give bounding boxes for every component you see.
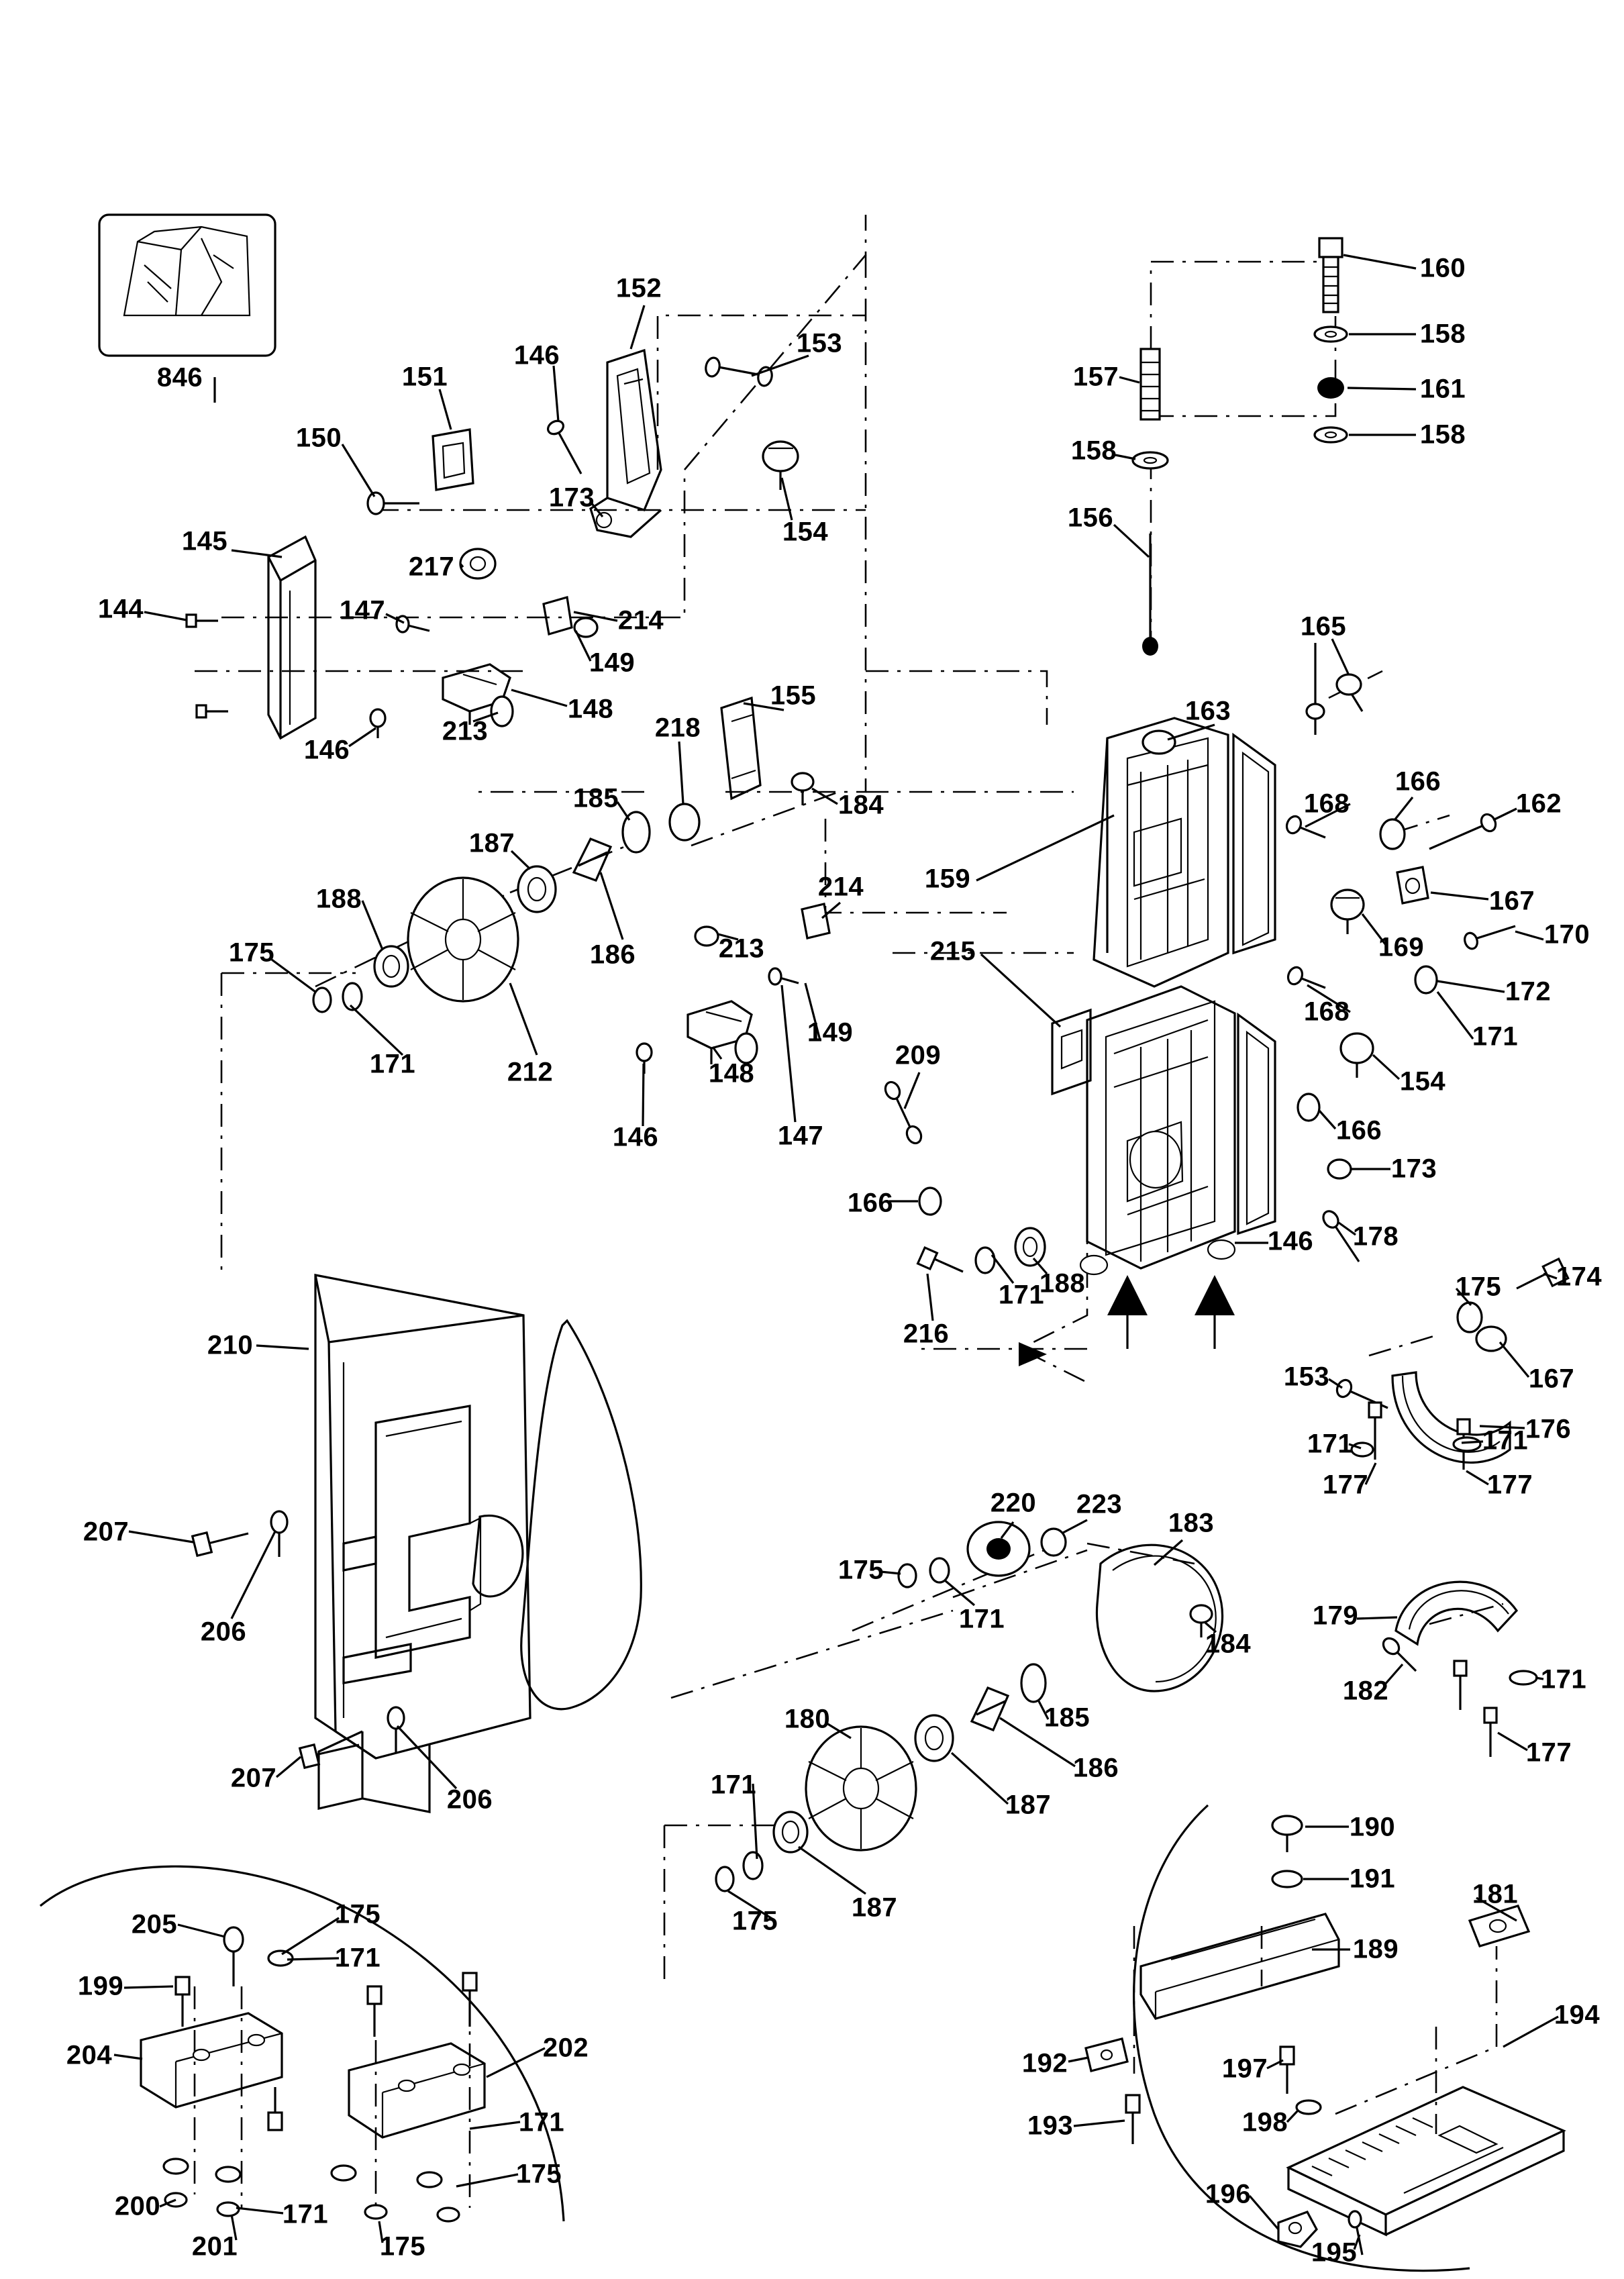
callout-number-186: 186 bbox=[1072, 1753, 1119, 1783]
callout-number-200: 200 bbox=[114, 2191, 161, 2221]
callout-number-146: 146 bbox=[303, 735, 350, 765]
callout-number-171: 171 bbox=[1307, 1429, 1354, 1459]
callout-number-166: 166 bbox=[847, 1188, 894, 1218]
callout-number-210: 210 bbox=[207, 1330, 254, 1360]
callout-number-160: 160 bbox=[1419, 253, 1466, 283]
callout-number-220: 220 bbox=[990, 1488, 1037, 1518]
callout-number-171: 171 bbox=[518, 2107, 565, 2137]
callout-number-167: 167 bbox=[1528, 1364, 1575, 1394]
callout-number-168: 168 bbox=[1303, 997, 1350, 1027]
callout-number-179: 179 bbox=[1312, 1601, 1359, 1631]
callout-number-148: 148 bbox=[567, 694, 614, 724]
callout-number-171: 171 bbox=[958, 1604, 1005, 1634]
callout-number-171: 171 bbox=[710, 1770, 757, 1800]
lower-left-fence-parts bbox=[40, 1866, 564, 2221]
callout-number-207: 207 bbox=[230, 1763, 277, 1793]
callout-number-171: 171 bbox=[998, 1280, 1045, 1310]
callout-number-206: 206 bbox=[446, 1784, 493, 1815]
callout-number-153: 153 bbox=[1283, 1362, 1330, 1392]
callout-number-151: 151 bbox=[401, 362, 448, 392]
callout-number-161: 161 bbox=[1419, 374, 1466, 404]
callout-number-169: 169 bbox=[1378, 932, 1425, 962]
callout-number-177: 177 bbox=[1525, 1737, 1572, 1768]
callout-number-202: 202 bbox=[542, 2033, 589, 2063]
callout-number-158: 158 bbox=[1070, 436, 1117, 466]
callout-number-171: 171 bbox=[1472, 1021, 1519, 1052]
callout-number-174: 174 bbox=[1556, 1262, 1603, 1292]
callout-number-156: 156 bbox=[1067, 503, 1114, 533]
callout-number-199: 199 bbox=[77, 1971, 124, 2001]
callout-number-175: 175 bbox=[334, 1899, 381, 1929]
callout-number-193: 193 bbox=[1027, 2111, 1074, 2141]
callout-number-165: 165 bbox=[1300, 611, 1347, 642]
callout-number-209: 209 bbox=[895, 1040, 942, 1070]
callout-number-145: 145 bbox=[181, 526, 228, 556]
callout-number-197: 197 bbox=[1221, 2054, 1268, 2084]
callout-number-188: 188 bbox=[1039, 1268, 1086, 1299]
callout-number-223: 223 bbox=[1076, 1489, 1123, 1519]
callout-number-173: 173 bbox=[548, 483, 595, 513]
callout-number-170: 170 bbox=[1543, 919, 1590, 950]
callout-number-163: 163 bbox=[1184, 696, 1231, 726]
callout-number-215: 215 bbox=[929, 936, 976, 966]
callout-number-175: 175 bbox=[515, 2159, 562, 2189]
callout-number-166: 166 bbox=[1394, 766, 1441, 797]
callout-number-201: 201 bbox=[191, 2231, 238, 2262]
callout-number-153: 153 bbox=[796, 328, 843, 358]
callout-number-196: 196 bbox=[1205, 2179, 1252, 2209]
callout-number-144: 144 bbox=[97, 594, 144, 624]
callout-number-189: 189 bbox=[1352, 1934, 1399, 1964]
callout-number-146: 146 bbox=[612, 1122, 659, 1152]
callout-number-213: 213 bbox=[718, 933, 765, 964]
callout-number-195: 195 bbox=[1311, 2237, 1358, 2268]
callout-number-167: 167 bbox=[1488, 886, 1535, 916]
callout-number-175: 175 bbox=[1455, 1272, 1502, 1302]
kit-bag-group bbox=[99, 215, 275, 356]
callout-number-190: 190 bbox=[1349, 1812, 1396, 1842]
callout-number-171: 171 bbox=[1482, 1425, 1529, 1456]
callout-number-181: 181 bbox=[1472, 1879, 1519, 1909]
callout-number-147: 147 bbox=[777, 1121, 824, 1151]
callout-number-216: 216 bbox=[903, 1319, 950, 1349]
callout-number-154: 154 bbox=[1399, 1066, 1446, 1097]
callout-number-146: 146 bbox=[1267, 1226, 1314, 1256]
callout-number-175: 175 bbox=[228, 938, 275, 968]
callout-number-184: 184 bbox=[838, 790, 884, 820]
callout-number-177: 177 bbox=[1322, 1470, 1369, 1500]
callout-number-218: 218 bbox=[654, 713, 701, 743]
callout-number-159: 159 bbox=[924, 864, 971, 894]
callout-number-171: 171 bbox=[282, 2199, 329, 2229]
door-cover-210 bbox=[193, 1275, 642, 1812]
callout-number-180: 180 bbox=[784, 1704, 831, 1734]
callout-number-182: 182 bbox=[1342, 1676, 1389, 1706]
callout-number-185: 185 bbox=[572, 783, 619, 813]
callout-number-204: 204 bbox=[66, 2040, 113, 2070]
callout-number-212: 212 bbox=[507, 1057, 554, 1087]
callout-number-173: 173 bbox=[1390, 1154, 1437, 1184]
callout-number-214: 214 bbox=[617, 605, 664, 636]
callout-number-158: 158 bbox=[1419, 419, 1466, 450]
callout-number-172: 172 bbox=[1505, 976, 1552, 1007]
callout-number-155: 155 bbox=[770, 680, 817, 711]
callout-number-150: 150 bbox=[295, 423, 342, 453]
callout-number-194: 194 bbox=[1554, 2000, 1601, 2030]
callout-number-147: 147 bbox=[339, 595, 386, 625]
callout-number-175: 175 bbox=[838, 1555, 884, 1585]
callout-number-213: 213 bbox=[442, 716, 489, 746]
callout-number-146: 146 bbox=[513, 340, 560, 370]
callout-number-183: 183 bbox=[1168, 1508, 1215, 1538]
callout-number-171: 171 bbox=[1540, 1664, 1587, 1694]
callout-number-192: 192 bbox=[1021, 2048, 1068, 2078]
callout-number-148: 148 bbox=[708, 1058, 755, 1088]
callout-number-154: 154 bbox=[782, 517, 829, 547]
callout-number-168: 168 bbox=[1303, 789, 1350, 819]
callout-number-157: 157 bbox=[1072, 362, 1119, 392]
callout-number-162: 162 bbox=[1515, 789, 1562, 819]
callout-number-152: 152 bbox=[615, 273, 662, 303]
callout-number-187: 187 bbox=[1005, 1790, 1052, 1820]
callout-number-198: 198 bbox=[1241, 2107, 1288, 2137]
callout-number-171: 171 bbox=[334, 1943, 381, 1973]
callout-number-205: 205 bbox=[131, 1909, 178, 1939]
callout-number-207: 207 bbox=[83, 1517, 130, 1547]
callout-number-187: 187 bbox=[468, 828, 515, 858]
callout-number-158: 158 bbox=[1419, 319, 1466, 349]
callout-number-149: 149 bbox=[807, 1017, 854, 1048]
callout-number-178: 178 bbox=[1352, 1221, 1399, 1252]
callout-number-846: 846 bbox=[156, 362, 203, 393]
callout-number-206: 206 bbox=[200, 1617, 247, 1647]
callout-number-184: 184 bbox=[1205, 1629, 1252, 1659]
callout-number-214: 214 bbox=[817, 872, 864, 902]
callout-number-185: 185 bbox=[1044, 1703, 1090, 1733]
callout-number-186: 186 bbox=[589, 940, 636, 970]
callout-number-217: 217 bbox=[408, 552, 455, 582]
callout-number-191: 191 bbox=[1349, 1864, 1396, 1894]
callout-number-171: 171 bbox=[369, 1049, 416, 1079]
callout-number-175: 175 bbox=[731, 1906, 778, 1936]
callout-number-188: 188 bbox=[315, 884, 362, 914]
fence-table-parts bbox=[1086, 1805, 1564, 2271]
callout-number-149: 149 bbox=[589, 648, 636, 678]
leader-lines bbox=[114, 255, 1558, 2249]
callout-number-175: 175 bbox=[379, 2231, 426, 2262]
callout-number-187: 187 bbox=[851, 1892, 898, 1923]
callout-number-176: 176 bbox=[1525, 1414, 1572, 1444]
callout-number-166: 166 bbox=[1335, 1115, 1382, 1146]
callout-number-177: 177 bbox=[1486, 1470, 1533, 1500]
